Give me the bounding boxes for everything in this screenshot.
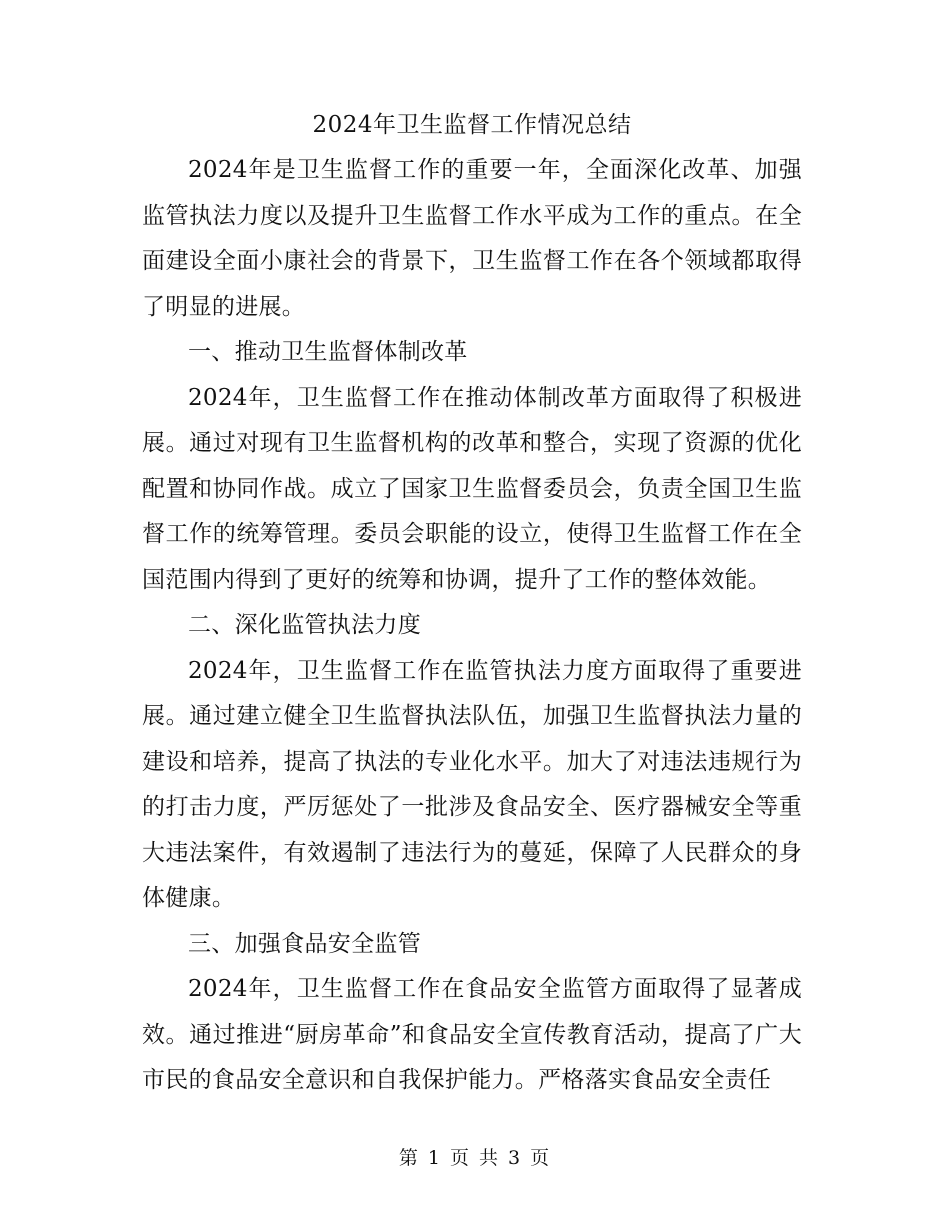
page-number-footer: 第 1 页 共 3 页: [398, 1147, 552, 1169]
section-heading-2: 二、深化监管执法力度: [188, 612, 421, 638]
document-body: [142, 102, 802, 1104]
paragraph-section-1: 2024年，卫生监督工作在推动体制改革方面取得了积极进展。通过对现有卫生监督机构的改革和整合，实现了资源的优化配置和协同作战。成立了国家卫生监督委员会，负责全国卫生监督工作的统筹管理。委员会职能的设立，使得卫生监督工作在全国范围内得到了更好的统筹和协调，提升了工作的整体效能。: [142, 384, 802, 593]
section-heading-3: 三、加强食品安全监管: [188, 930, 421, 957]
paragraph-intro: 2024年是卫生监督工作的重要一年，全面深化改革、加强监管执法力度以及提升卫生监督工作水平成为工作的重点。在全面建设全面小康社会的背景下，卫生监督工作在各个领域都取得了明显的进展。: [142, 157, 802, 320]
document-title: 2024年卫生监督工作情况总结: [312, 112, 632, 138]
paragraph-section-3: 2024年，卫生监督工作在食品安全监管方面取得了显著成效。通过推进“厨房革命”和食品安全宣传教育活动，提高了广大市民的食品安全意识和自我保护能力。严格落实食品安全责任: [142, 976, 802, 1093]
section-heading-1: 一、推动卫生监督体制改革: [188, 339, 468, 365]
paragraph-section-2: 2024年，卫生监督工作在监管执法力度方面取得了重要进展。通过建立健全卫生监督执法队伍，加强卫生监督执法力量的建设和培养，提高了执法的专业化水平。加大了对违法违规行为的打击力度，严厉惩处了一批涉及食品安全、医疗器械安全等重大违法案件，有效遏制了违法行为的蔓延，保障了人民群众的身体健康。: [142, 657, 802, 911]
